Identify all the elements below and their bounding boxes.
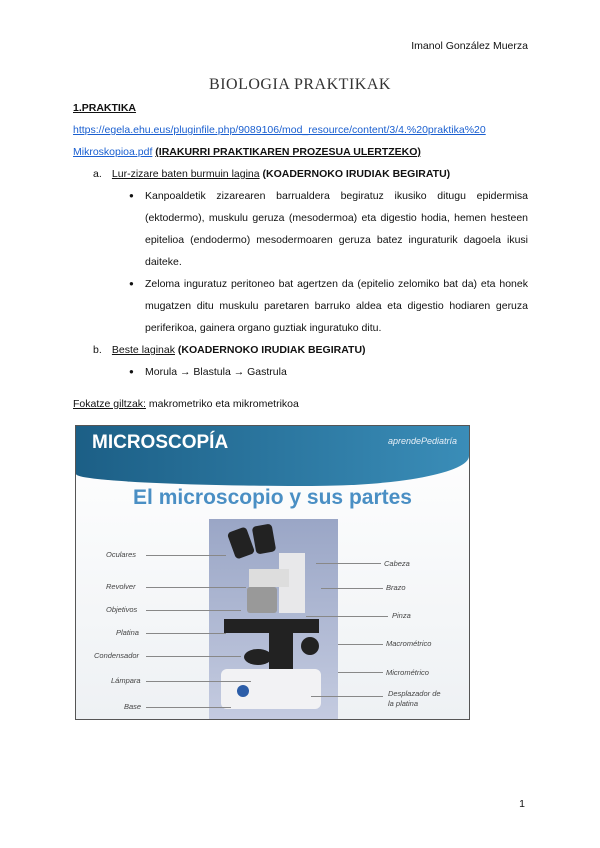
page-header-author: Imanol González Muerza (411, 40, 528, 52)
focus-text: makrometriko eta mikrometrikoa (148, 398, 299, 410)
label-macrometrico: Macrométrico (386, 639, 432, 648)
item-title: Lur-zizare baten burmuin lagina (111, 168, 260, 180)
banner-title: MICROSCOPÍA (92, 432, 229, 453)
label-lampara: Lámpara (111, 676, 141, 685)
document-body (73, 97, 528, 415)
bullet-item: ● Zeloma inguratuz peritoneo bat agertzen da (epitelio zelomiko bat da) eta honek mugatzen ditu muskulu paretaren barruko aldea eta digestio hodiaren geruza periferikoa, gainera organo guztiak inguratuko ditu. (145, 273, 528, 339)
page-number: 1 (519, 798, 525, 810)
bullet-item: ● Morula → Blastula → Gastrula (145, 361, 528, 383)
section-heading: 1.PRAKTIKA (73, 102, 137, 114)
label-condensador: Condensador (94, 651, 140, 660)
microscope-photo (209, 519, 338, 719)
link-note: (IRAKURRI PRAKTIKAREN PROZESUA ULERTZEKO) (155, 146, 421, 158)
logo: aprendePediatría (387, 436, 457, 446)
document-title: BIOLOGIA PRAKTIKAK (209, 76, 391, 93)
microscope-figure (75, 425, 470, 720)
label-revolver: Revolver (106, 582, 136, 591)
label-base: Base (124, 702, 142, 711)
label-micrometrico: Micrométrico (386, 668, 429, 677)
list-item-b (93, 339, 528, 361)
focus-label: Fokatze giltzak: (73, 398, 146, 410)
item-title: Beste laginak (111, 344, 175, 356)
label-platina: Platina (116, 628, 139, 637)
label-desplazador: Desplazador de la platina (388, 689, 441, 708)
pdf-link[interactable]: https://egela.ehu.eus/pluginfile.php/9089106/mod_resource/content/3/4.%20praktika%20 (73, 124, 486, 136)
label-cabeza: Cabeza (384, 559, 410, 568)
label-pinza: Pinza (392, 611, 411, 620)
list-item-a (93, 163, 528, 185)
item-marker: b. (93, 344, 102, 356)
focus-line (73, 393, 528, 415)
label-objetivos: Objetivos (106, 605, 138, 614)
slide-banner (76, 426, 469, 486)
item-marker: a. (93, 168, 102, 180)
label-brazo: Brazo (386, 583, 406, 592)
item-note: (KOADERNOKO IRUDIAK BEGIRATU) (177, 344, 366, 356)
bullet-item: ● Kanpoaldetik zizarearen barrualdera begiratuz ikusiko ditugu epidermisa (ektodermo), muskulu geruza (mesodermoa) eta digestio hodia, hemen hesteen epitelioa (endodermo) mesodermoaren geruza batez inguraturik dagoela ikusi daiteke. (145, 185, 528, 273)
item-note: (KOADERNOKO IRUDIAK BEGIRATU) (262, 168, 451, 180)
pdf-link-continued[interactable]: Mikroskopioa.pdf (73, 146, 153, 158)
label-oculares: Oculares (106, 550, 137, 559)
slide-title: El microscopio y sus partes (133, 486, 412, 509)
